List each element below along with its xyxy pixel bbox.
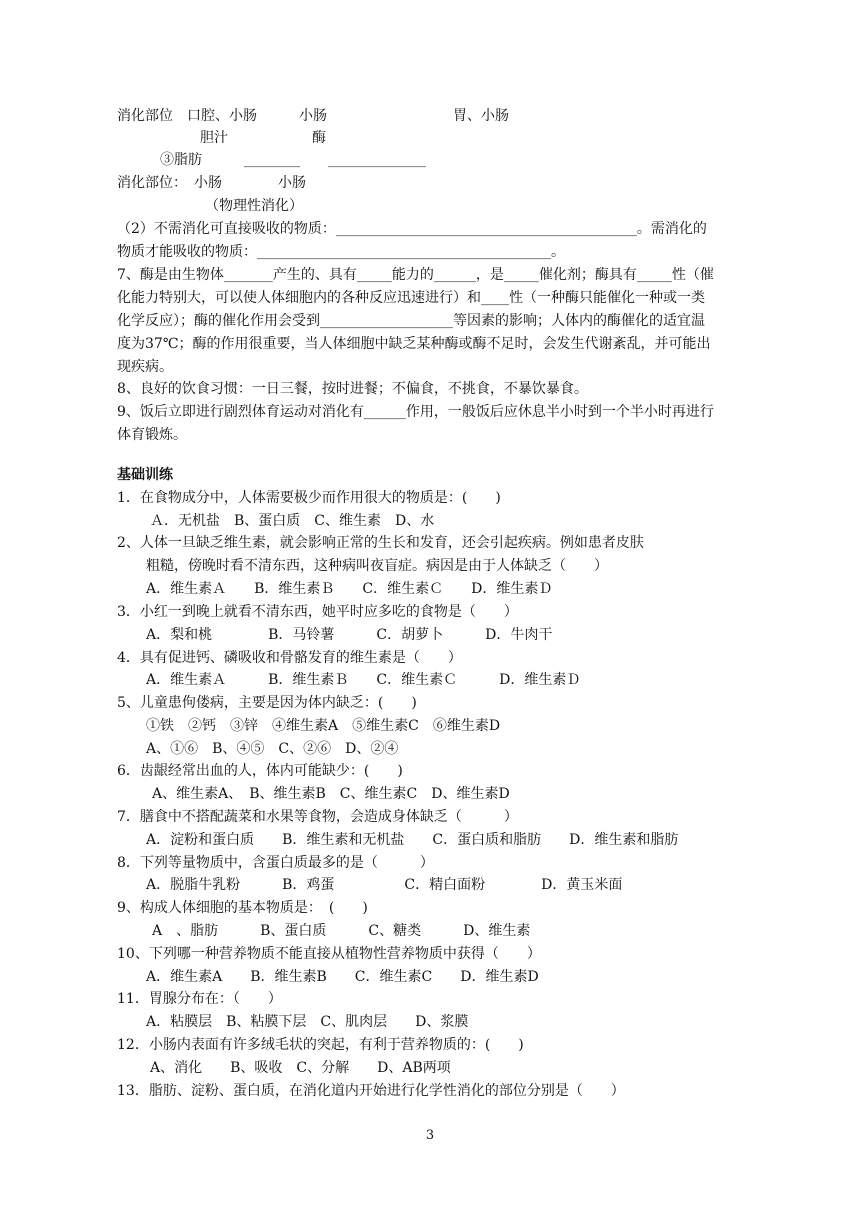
text-line: 物质才能吸收的物质：__________________________________________。 [117, 244, 565, 260]
question-line: 13．脂肪、淀粉、蛋白质，在消化道内开始进行化学性消化的部位分别是（ ） [117, 1083, 625, 1099]
text-line: 现疾病。 [117, 359, 173, 375]
question-line: 1．在食物成分中，人体需要极少而作用很大的物质是：( ) [117, 490, 501, 506]
text-line: 化能力特别大，可以使人体细胞内的各种反应迅速进行）和____性（一种酶只能催化一种或一类 [117, 290, 705, 306]
question-line: 10、下列哪一种营养物质不能直接从植物性营养物质中获得（ ） [117, 946, 541, 962]
question-line: 5、儿童患佝偻病，主要是因为体内缺乏：( ) [117, 695, 417, 711]
section-heading: 基础训练 [117, 467, 173, 483]
question-line: 6．齿龈经常出血的人，体内可能缺少：( ) [117, 763, 403, 779]
option-line: A．梨和桃 B．马铃薯 C．胡萝卜 D．牛肉干 [146, 627, 553, 643]
option-line: A、消化 B、吸收 C、分解 D、AB两项 [150, 1060, 451, 1076]
question-line: 4．具有促进钙、磷吸收和骨骼发育的维生素是（ ） [117, 650, 462, 666]
question-line: 7．膳食中不搭配蔬菜和水果等食物，会造成身体缺乏（ ） [117, 809, 518, 825]
page-number: 3 [425, 1128, 435, 1143]
text-line: （2）不需消化可直接吸收的物质：___________________________________________。需消化的 [117, 221, 707, 237]
option-line: A 、脂肪 B、蛋白质 C、糖类 D、维生素 [152, 923, 531, 939]
option-line: A、维生素A、 B、维生素B C、维生素C D、维生素D [152, 786, 510, 802]
text-line: 消化部位 口腔、小肠 小肠 胃、小肠 [117, 108, 509, 124]
question-line: 11．胃腺分布在：（ ） [117, 991, 282, 1007]
option-line: Ａ．无机盐 B、蛋白质 C、维生素 D、水 [150, 513, 435, 529]
text-line: 9、饭后立即进行剧烈体育运动对消化有______作用，一般饭后应休息半小时到一个半小时再进行 [117, 404, 714, 420]
text-line: 胆汁 酶 [172, 130, 326, 146]
option-line: A．脱脂牛乳粉 B．鸡蛋 C．精白面粉 D．黄玉米面 [146, 877, 623, 893]
option-line: A．粘膜层 B、粘膜下层 C、肌肉层 D、浆膜 [146, 1014, 469, 1030]
option-line: A、①⑥ B、④⑤ C、②⑥ D、②④ [146, 741, 399, 757]
text-line: 体育锻炼。 [117, 427, 187, 443]
question-line: 粗糙，傍晚时看不清东西，这种病叫夜盲症。病因是由于人体缺乏（ ） [146, 558, 608, 574]
option-line: A．维生素Ａ B．维生素Ｂ C．维生素Ｃ D．维生素Ｄ [146, 581, 553, 597]
text-line: 化学反应）；酶的催化作用会受到___________________等因素的影响；人体内的酶催化的适宜温 [117, 313, 705, 329]
text-line: 度为37℃；酶的作用很重要，当人体细胞中缺乏某种酶或酶不足时，会发生代谢紊乱，并可能出 [117, 336, 711, 352]
question-line: 2、人体一旦缺乏维生素，就会影响正常的生长和发育，还会引起疾病。例如患者皮肤 [117, 535, 644, 551]
option-line: A．维生素Ａ B．维生素Ｂ C．维生素Ｃ D．维生素Ｄ [146, 672, 581, 688]
question-line: 8．下列等量物质中，含蛋白质最多的是（ ） [117, 855, 434, 871]
option-line: A．维生素A B．维生素B C．维生素C D．维生素D [146, 969, 539, 985]
text-line: 7、酶是由生物体_______产生的、具有_____能力的______，是_____催化剂；酶具有_____性（催 [117, 267, 714, 283]
text-line: （物理性消化） [198, 198, 303, 214]
text-line: ③脂肪 ________ ______________ [160, 152, 426, 168]
text-line: 8、良好的饮食习惯：一日三餐，按时进餐；不偏食，不挑食，不暴饮暴食。 [117, 381, 588, 397]
question-line: 9、构成人体细胞的基本物质是： ( ) [117, 900, 368, 916]
question-line: 3．小红一到晚上就看不清东西，她平时应多吃的食物是（ ） [117, 604, 518, 620]
question-line: 12．小肠内表面有许多绒毛状的突起，有利于营养物质的：( ) [117, 1037, 524, 1053]
option-line: A．淀粉和蛋白质 B．维生素和无机盐 C．蛋白质和脂肪 D．维生素和脂肪 [146, 832, 679, 848]
option-line: ①铁 ②钙 ③锌 ④维生素A ⑤维生素C ⑥维生素D [146, 718, 501, 734]
text-line: 消化部位： 小肠 小肠 [117, 175, 306, 191]
